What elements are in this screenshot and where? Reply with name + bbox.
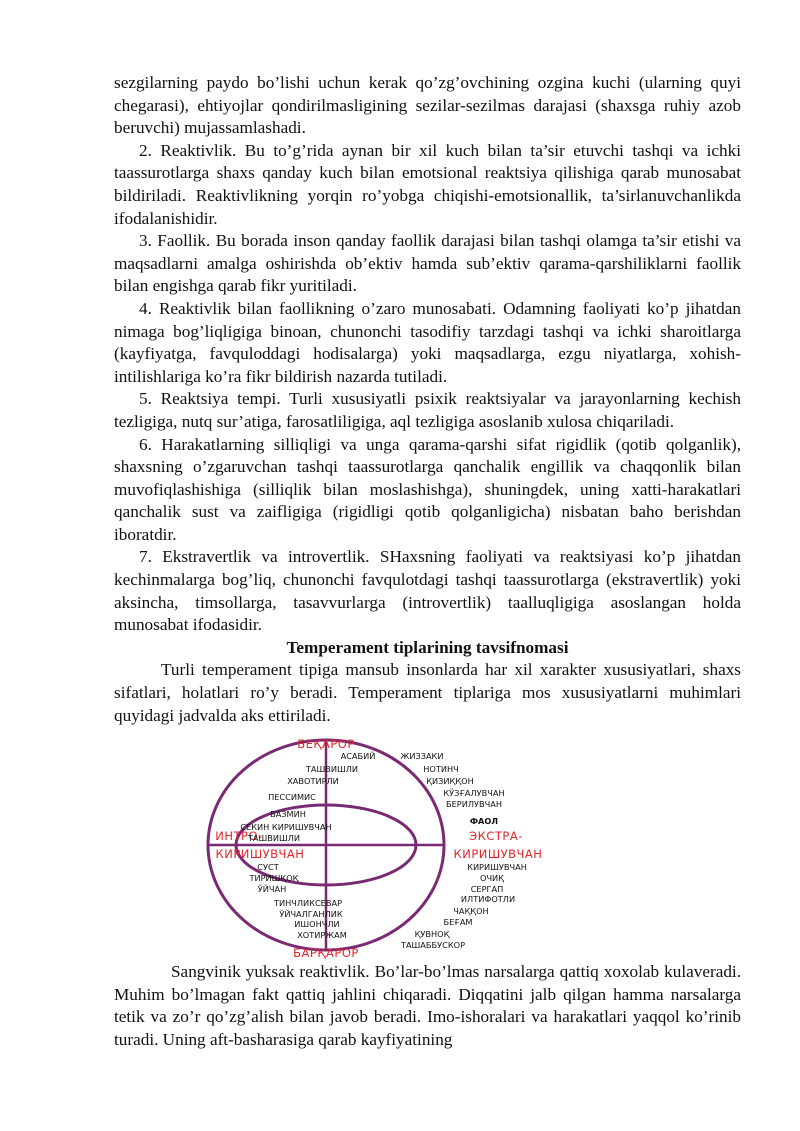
trait-top-left: ТАШВИШЛИ (305, 764, 359, 775)
trait-bottom-right: ЧАҚҚОН (453, 906, 489, 917)
trait-bottom-left: ИШОНЧЛИ (294, 919, 340, 930)
paragraph-faollik: 3. Faollik. Bu borada inson qanday faollik darajasi bilan tashqi olamga ta’sir etishi va maqsadlarni amalga oshirishda ob’ektiv hamda sub’ektiv qarama-qarshiliklarni faollik bilan engishga qarab fikr yuritiladi. (114, 231, 741, 296)
trait-bottom-left: СУСТ (257, 862, 279, 873)
trait-bottom-right: ҚУВНОҚ (414, 929, 450, 940)
axis-label-left-1: ИНТРО- (215, 829, 263, 844)
axis-label-bottom: БАРҚАРОР (293, 946, 359, 961)
trait-bottom-right: ТАШАББУСКОР (400, 940, 466, 951)
paragraph-ekstravertlik: 7. Ekstravertlik va introvertlik. SHaxsning faoliyati va reaktsiyasi ko’p jihatdan kechinmalarga bog’liq, chunonchi favqulotdagi tashqi taassurotlarga (ekstravertlik) yoki aksincha, timsollarga, tasavvurlarga (introvertlik) taalluqligiga asoslangan holda munosabat ifodasidir. (114, 547, 741, 635)
trait-bottom-left: ТИНЧЛИКСЕВАР (273, 898, 343, 909)
trait-bottom-left: ТИРИШҚОҚ (249, 873, 299, 884)
paragraph-reaktsiya-tempi: 5. Reaktsiya tempi. Turli xususiyatli psixik reaktsiyalar va jarayonlarning kechish tezligiga, nutq sur’atiga, farosatliligiga, aql tezligiga asoslanib xulosa chiqariladi. (114, 389, 741, 431)
axis-label-left-2: КИРИШУВЧАН (215, 847, 305, 862)
temperament-diagram (114, 728, 741, 961)
trait-top-left: СЕКИН КИРИШУВЧАН (240, 822, 332, 833)
intro-paragraph: Turli temperament tipiga mansub insonlarda har xil xarakter xususiyatlari, shaxs sifatlari, holatlari ro’y beradi. Temperament tiplariga mos xususiyatlarni muhimlari quyidagi jadvalda aks ettiriladi. (114, 660, 741, 725)
trait-top-right: НОТИНЧ (423, 764, 459, 775)
trait-top-left: ПЕССИМИС (268, 792, 316, 803)
trait-bottom-right: ИЛТИФОТЛИ (460, 894, 516, 905)
paragraph-sangvinik: Sangvinik yuksak reaktivlik. Bo’lar-bo’lmas narsalarga qattiq xoxolab kulaveradi. Muhim bo’lmagan fakt qattiq jahlini chiqaradi. Diqqatini jalb qilgan hamma narsalarga tetik va zo’r qo’zg’alish bilan javob beradi. Imo-ishoralari va harakatlari yaqqol ko’rinib turadi. Uning aft-basharasiga qarab kayfiyatining (114, 962, 741, 1049)
paragraph-harakatlar: 6. Harakatlarning silliqligi va unga qarama-qarshi sifat rigidlik (qotib qolganlik), shaxsning o’zgaruvchan tashqi taassurotlarga qanchalik engillik va chaqqonlik bilan muvofiqlashishiga (silliqlik bilan moslashishga), shuningdek, uning xatti-harakatlari qanchalik sust va zaifligiga (rigidligi qotib qolganligicha) nisbatan baho berishdan iboratdir. (114, 434, 741, 544)
trait-top-left: ХАВОТИРЛИ (287, 776, 339, 787)
document-page (114, 72, 741, 1052)
axis-label-right-1: ЭКСТРА- (469, 829, 523, 844)
trait-bottom-right: КИРИШУВЧАН (467, 862, 527, 873)
trait-top-right: КЎЗҒАЛУВЧАН (443, 788, 505, 799)
paragraph-reaktivlik: 2. Reaktivlik. Bu to’g’rida aynan bir xil kuch bilan ta’sir etuvchi tashqi va ichki taassurotlarga shaxs qanday kuch bilan emotsional reaktsiya qilishiga qarab munosabat bildiriladi. Reaktivlikning yorqin ro’yobga chiqishi-emotsionallik, ta’sirlanuvchanlikda ifodalanishidir. (114, 140, 741, 228)
trait-bottom-left: ЎЙЧАН (257, 884, 287, 895)
trait-top-left: ТАШВИШЛИ (247, 833, 301, 844)
trait-top-left: ВАЗМИН (270, 809, 306, 820)
trait-bottom-left: ЎЙЧАЛГАНЛИК (279, 909, 343, 920)
trait-top-left: АСАБИЙ (340, 751, 376, 762)
section-heading: Temperament tiplarining tavsifnomasi (286, 637, 569, 657)
trait-top-right: БЕРИЛУВЧАН (446, 799, 502, 810)
trait-bottom-right: ОЧИҚ (480, 873, 504, 884)
trait-bottom-right: БЕҒАМ (443, 917, 473, 928)
paragraph-reaktivlik-faollik: 4. Reaktivlik bilan faollikning o’zaro munosabati. Odamning faoliyati ko’p jihatdan nimaga bog’liqligiga binoan, chunonchi tasodifiy tarzdagi tashqi va ichki sharoitlarga (kayfiyatga, favquloddagi hodisalarga) yoki maqsadlarga, ezgu niyatlarga, xohish-intilishlariga ko’ra fikr bildirish nazarda tutiladi. (114, 298, 741, 386)
paragraph-1: sezgilarning paydo bo’lishi uchun kerak qo’zg’ovchining ozgina kuchi (ularning quyi chegarasi), ehtiyojlar qondirilmasligining sezilar-sezilmas darajasi (shaxsga ruhiy azob beruvchi) mujassamlashadi. (114, 73, 741, 138)
trait-bottom-left: ХОТИРЖАМ (297, 930, 347, 941)
axis-label-right-2: КИРИШУВЧАН (453, 847, 543, 862)
trait-top-right: ҚИЗИҚҚОН (426, 776, 474, 787)
trait-top-right: ЖИЗЗАКИ (400, 751, 444, 762)
inner-label-faol: ФАОЛ (469, 816, 499, 827)
axis-label-top: БЕҚАРОР (297, 737, 355, 752)
trait-bottom-right: СЕРГАП (470, 884, 504, 895)
